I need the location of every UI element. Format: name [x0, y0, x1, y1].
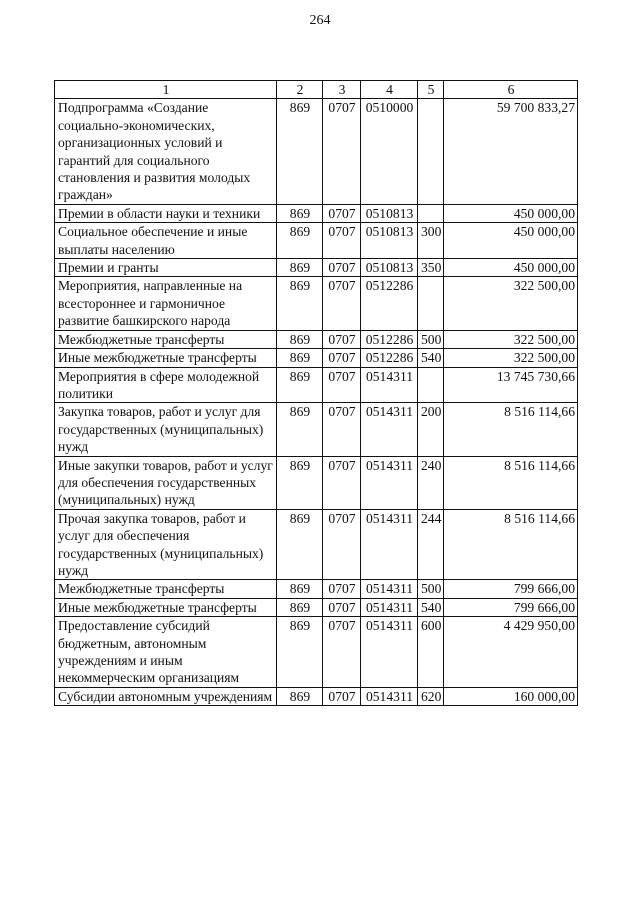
- column-header-3: 3: [323, 81, 361, 99]
- amount-cell: 8 516 114,66: [444, 509, 578, 580]
- expense-type-code-cell: 540: [418, 598, 444, 616]
- item-name-cell: Прочая закупка товаров, работ и услуг для обеспечения государственных (муниципальных) нужд: [55, 509, 277, 580]
- table-header: [55, 81, 578, 99]
- section-code-cell: 0707: [323, 259, 361, 277]
- amount-cell: 799 666,00: [444, 580, 578, 598]
- target-article-code-cell: 0512286: [361, 277, 418, 330]
- ministry-code-cell: 869: [277, 259, 323, 277]
- item-name-cell: Социальное обеспечение и иные выплаты населению: [55, 223, 277, 259]
- section-code-cell: 0707: [323, 204, 361, 222]
- section-code-cell: 0707: [323, 580, 361, 598]
- ministry-code-cell: 869: [277, 598, 323, 616]
- target-article-code-cell: 0510813: [361, 223, 418, 259]
- target-article-code-cell: 0510813: [361, 204, 418, 222]
- item-name-cell: Межбюджетные трансферты: [55, 580, 277, 598]
- ministry-code-cell: 869: [277, 580, 323, 598]
- table-row: [55, 259, 578, 277]
- table-row: [55, 598, 578, 616]
- column-header-5: 5: [418, 81, 444, 99]
- table-row: [55, 509, 578, 580]
- column-header-2: 2: [277, 81, 323, 99]
- column-header-4: 4: [361, 81, 418, 99]
- section-code-cell: 0707: [323, 598, 361, 616]
- target-article-code-cell: 0512286: [361, 330, 418, 348]
- table-row: [55, 687, 578, 705]
- section-code-cell: 0707: [323, 617, 361, 688]
- table-row: [55, 349, 578, 367]
- expense-type-code-cell: 600: [418, 617, 444, 688]
- header-row: [55, 81, 578, 99]
- expense-type-code-cell: 350: [418, 259, 444, 277]
- item-name-cell: Премии в области науки и техники: [55, 204, 277, 222]
- item-name-cell: Мероприятия в сфере молодежной политики: [55, 367, 277, 403]
- amount-cell: 59 700 833,27: [444, 99, 578, 204]
- amount-cell: 8 516 114,66: [444, 456, 578, 509]
- target-article-code-cell: 0514311: [361, 509, 418, 580]
- expense-type-code-cell: 240: [418, 456, 444, 509]
- section-code-cell: 0707: [323, 509, 361, 580]
- item-name-cell: Предоставление субсидий бюджетным, автономным учреждениям и иным некоммерческим организациям: [55, 617, 277, 688]
- amount-cell: 450 000,00: [444, 259, 578, 277]
- ministry-code-cell: 869: [277, 349, 323, 367]
- table-row: [55, 403, 578, 456]
- column-header-1: 1: [55, 81, 277, 99]
- expense-type-code-cell: 540: [418, 349, 444, 367]
- ministry-code-cell: 869: [277, 277, 323, 330]
- target-article-code-cell: 0514311: [361, 580, 418, 598]
- expense-type-code-cell: 500: [418, 580, 444, 598]
- table-row: [55, 617, 578, 688]
- table-row: [55, 99, 578, 204]
- amount-cell: 8 516 114,66: [444, 403, 578, 456]
- page-number: 264: [309, 13, 331, 28]
- item-name-cell: Иные межбюджетные трансферты: [55, 349, 277, 367]
- section-code-cell: 0707: [323, 223, 361, 259]
- target-article-code-cell: 0514311: [361, 456, 418, 509]
- expense-type-code-cell: 200: [418, 403, 444, 456]
- target-article-code-cell: 0514311: [361, 367, 418, 403]
- target-article-code-cell: 0512286: [361, 349, 418, 367]
- ministry-code-cell: 869: [277, 223, 323, 259]
- section-code-cell: 0707: [323, 330, 361, 348]
- expense-type-code-cell: [418, 367, 444, 403]
- expense-type-code-cell: 620: [418, 687, 444, 705]
- amount-cell: 160 000,00: [444, 687, 578, 705]
- amount-cell: 322 500,00: [444, 349, 578, 367]
- ministry-code-cell: 869: [277, 99, 323, 204]
- amount-cell: 799 666,00: [444, 598, 578, 616]
- section-code-cell: 0707: [323, 277, 361, 330]
- ministry-code-cell: 869: [277, 204, 323, 222]
- expense-type-code-cell: 300: [418, 223, 444, 259]
- ministry-code-cell: 869: [277, 509, 323, 580]
- table-row: [55, 367, 578, 403]
- table-row: [55, 277, 578, 330]
- amount-cell: 450 000,00: [444, 204, 578, 222]
- item-name-cell: Субсидии автономным учреждениям: [55, 687, 277, 705]
- ministry-code-cell: 869: [277, 367, 323, 403]
- table-row: [55, 456, 578, 509]
- amount-cell: 322 500,00: [444, 330, 578, 348]
- expense-type-code-cell: [418, 99, 444, 204]
- item-name-cell: Подпрограмма «Создание социально-экономических, организационных условий и гарантий для социального становления и развития молодых граждан»: [55, 99, 277, 204]
- expense-type-code-cell: [418, 204, 444, 222]
- ministry-code-cell: 869: [277, 330, 323, 348]
- target-article-code-cell: 0514311: [361, 687, 418, 705]
- item-name-cell: Иные закупки товаров, работ и услуг для обеспечения государственных (муниципальных) нужд: [55, 456, 277, 509]
- expense-type-code-cell: 500: [418, 330, 444, 348]
- table-row: [55, 330, 578, 348]
- column-header-6: 6: [444, 81, 578, 99]
- section-code-cell: 0707: [323, 456, 361, 509]
- ministry-code-cell: 869: [277, 617, 323, 688]
- expense-type-code-cell: [418, 277, 444, 330]
- amount-cell: 13 745 730,66: [444, 367, 578, 403]
- section-code-cell: 0707: [323, 403, 361, 456]
- target-article-code-cell: 0510813: [361, 259, 418, 277]
- table-row: [55, 223, 578, 259]
- ministry-code-cell: 869: [277, 456, 323, 509]
- table-body: [55, 99, 578, 706]
- ministry-code-cell: 869: [277, 403, 323, 456]
- item-name-cell: Закупка товаров, работ и услуг для государственных (муниципальных) нужд: [55, 403, 277, 456]
- item-name-cell: Иные межбюджетные трансферты: [55, 598, 277, 616]
- item-name-cell: Премии и гранты: [55, 259, 277, 277]
- target-article-code-cell: 0510000: [361, 99, 418, 204]
- item-name-cell: Мероприятия, направленные на всестороннее и гармоничное развитие башкирского народа: [55, 277, 277, 330]
- section-code-cell: 0707: [323, 349, 361, 367]
- section-code-cell: 0707: [323, 99, 361, 204]
- ministry-code-cell: 869: [277, 687, 323, 705]
- target-article-code-cell: 0514311: [361, 403, 418, 456]
- expense-type-code-cell: 244: [418, 509, 444, 580]
- amount-cell: 322 500,00: [444, 277, 578, 330]
- budget-table: [54, 80, 578, 706]
- target-article-code-cell: 0514311: [361, 617, 418, 688]
- amount-cell: 4 429 950,00: [444, 617, 578, 688]
- target-article-code-cell: 0514311: [361, 598, 418, 616]
- section-code-cell: 0707: [323, 367, 361, 403]
- item-name-cell: Межбюджетные трансферты: [55, 330, 277, 348]
- table-row: [55, 204, 578, 222]
- section-code-cell: 0707: [323, 687, 361, 705]
- amount-cell: 450 000,00: [444, 223, 578, 259]
- table-row: [55, 580, 578, 598]
